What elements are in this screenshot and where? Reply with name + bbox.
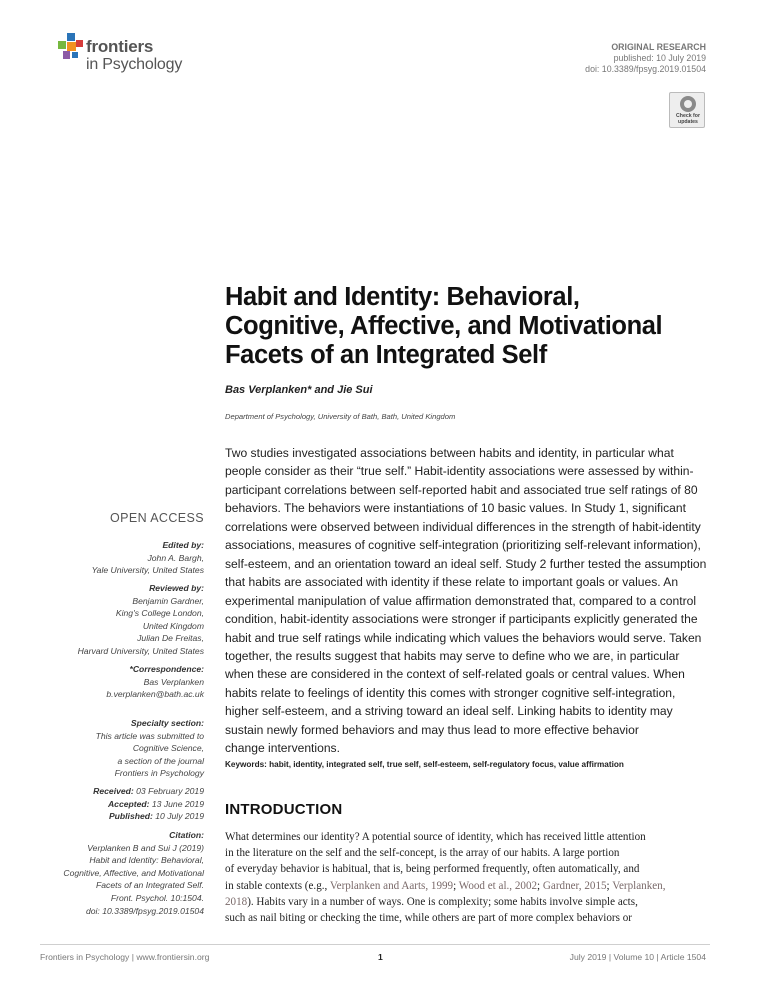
article-title: Habit and Identity: Behavioral, Cognitive, Affective, and Motivational Facets of an Integrated Self (225, 283, 663, 369)
citation-link[interactable]: Wood et al., 2002 (458, 879, 538, 892)
citation-link[interactable]: 2018 (225, 895, 248, 908)
reviewed-by: Reviewed by: Benjamin Gardner, King's College London, United Kingdom Julian De Freitas, Harvard University, United States (77, 583, 204, 656)
footer-issue-info: July 2019 | Volume 10 | Article 1504 (569, 952, 706, 962)
article-type: ORIGINAL RESEARCH (611, 42, 706, 52)
page-number: 1 (378, 952, 383, 962)
keywords (225, 760, 624, 769)
citation-link[interactable]: Gardner, 2015 (542, 879, 607, 892)
article-doi[interactable]: doi: 10.3389/fpsyg.2019.01504 (585, 64, 706, 74)
keywords-list: habit, identity, integrated self, true self, self-esteem, self-regulatory focus, value affirmation (269, 760, 624, 769)
affiliation: Department of Psychology, University of Bath, Bath, United Kingdom (225, 412, 456, 421)
citation-link[interactable]: Verplanken, (612, 879, 666, 892)
check-updates-icon (680, 96, 696, 112)
author-list[interactable]: Bas Verplanken* and Jie Sui (225, 384, 373, 396)
specialty-section: Specialty section: This article was submitted to Cognitive Science, a section of the journal Frontiers in Psychology (95, 718, 204, 779)
frontiers-logo-icon (58, 33, 84, 61)
abstract: Two studies investigated associations between habits and identity, in particular what people consider as their “true self.” Habit-identity associations were assessed by within- participant correlations between self-reported habit and associated true self ratings of 80 behaviors. The behaviors were instantiations of 10 basic values. In Study 1, significant correlations were observed between individual differences in the strength of habit-identity associations, measures of cognitive self-integration (prioritizing self-relevant information), self-esteem, and an orientation toward an ideal self. Study 2 further tested the assumption that habits are associated with identity if these relate to important goals or values. An experimental manipulation of value affirmation demonstrated that, compared to a control condition, habit-identity associations were stronger if participants explicitly generated the habit and true self ratings while indicating which values the behaviors would serve. Taken together, the results suggest that habits may serve to define who we are, in particular when these are considered in the context of self-related goals or central values. When habits relate to feelings of identity this comes with stronger cognitive self-integration, higher self-esteem, and a striving toward an ideal self. Linking habits to identity may sustain newly formed behaviors and may thus lead to more effective behavior change interventions. (225, 446, 707, 756)
edited-by: Edited by: John A. Bargh, Yale University, United States (91, 540, 204, 576)
introduction-text: What determines our identity? A potential source of identity, which has received little attention in the literature on the self and the self-concept, is the array of our habits. A large portion of everyday behavior is habitual, that is, being performed frequently, often automatically, and in stable contexts (e.g., Verplanken and Aarts, 1999; Wood et al., 2002; Gardner, 2015; Verplanken, 2018). Habits vary in a number of ways. One is complexity; some habits involve simple acts, such as nail biting or checking the time, while others are part of more complex behaviors or (225, 831, 666, 925)
journal-name: in Psychology (86, 56, 183, 73)
check-for-updates-button[interactable]: Check for updates (669, 92, 705, 128)
correspondence: *Correspondence: Bas Verplanken b.verplanken@bath.ac.uk (40, 663, 204, 701)
published-date: published: 10 July 2019 (613, 53, 706, 63)
journal-logo[interactable] (58, 33, 198, 79)
correspondence-email[interactable]: b.verplanken@bath.ac.uk (106, 689, 204, 700)
keywords-label: Keywords: (225, 760, 267, 769)
footer-journal-link[interactable]: Frontiers in Psychology | www.frontiersin.org (40, 952, 210, 962)
footer-divider (40, 944, 710, 945)
citation-link[interactable]: Verplanken and Aarts, 1999 (329, 879, 454, 892)
brand-name: frontiers (86, 37, 154, 56)
section-heading-introduction: INTRODUCTION (225, 801, 343, 818)
citation-block: Citation: Verplanken B and Sui J (2019) Habit and Identity: Behavioral, Cognitive, Affective, and Motivational Facets of an Integrated Self. Front. Psychol. 10:1504. doi: 10.3389/fpsyg.2019.01504 (63, 830, 204, 916)
open-access-label: OPEN ACCESS (109, 511, 204, 525)
article-dates: Received: 03 February 2019 Accepted: 13 June 2019 Published: 10 July 2019 (93, 786, 204, 822)
article-meta (585, 42, 706, 75)
